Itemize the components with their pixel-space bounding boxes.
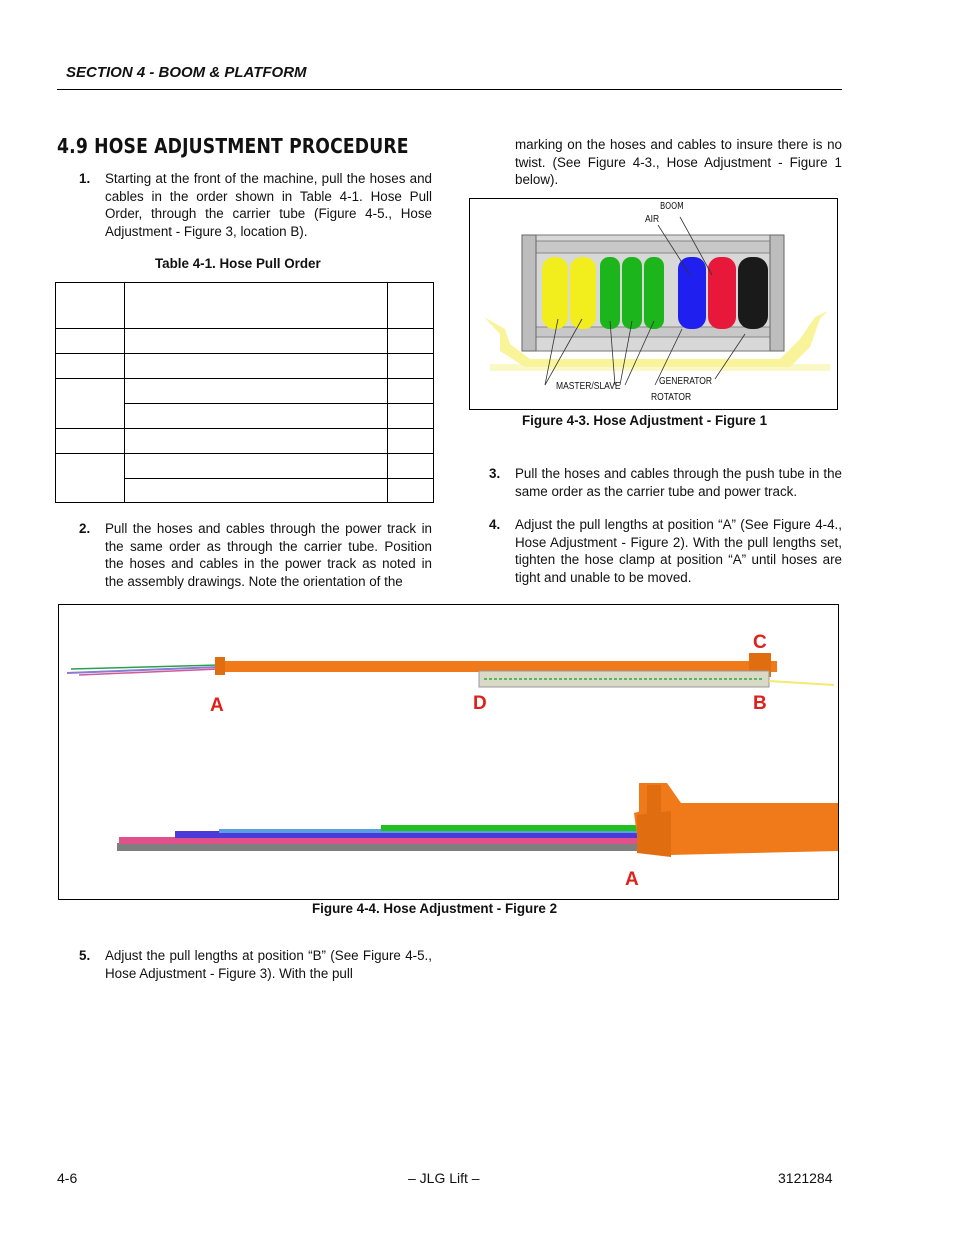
section-heading: 4.9 HOSE ADJUSTMENT PROCEDURE xyxy=(57,134,409,158)
step-3-number: 3. xyxy=(489,466,501,481)
table-caption: Table 4-1. Hose Pull Order xyxy=(155,256,321,271)
rotator-label: ROTATOR xyxy=(651,392,692,403)
step-4-number: 4. xyxy=(489,517,501,532)
step-2-continued-text: marking on the hoses and cables to insure there is no twist. (See Figure 4-3., Hose Adjustment - Figure 1 below). xyxy=(515,137,842,188)
figure-2-frame xyxy=(58,604,839,900)
step-1-text: Starting at the front of the machine, pull the hoses and cables in the order shown in Table 4-1. Hose Pull Order, through the carrier tube (Figure 4-5., Hose Adjustment - Figure 3, location B). xyxy=(105,171,432,239)
header-rule xyxy=(57,89,842,90)
step-5-text: Adjust the pull lengths at position “B” (See Figure 4-5., Hose Adjustment - Figure 3). With the pull xyxy=(105,948,432,981)
document-number: 3121284 xyxy=(778,1170,833,1186)
table-cell xyxy=(125,329,388,354)
table-cell xyxy=(125,479,388,503)
table-cell xyxy=(56,379,125,429)
table-cell xyxy=(125,429,388,454)
hose-cross-section-diagram xyxy=(470,199,837,409)
table-cell xyxy=(56,329,125,354)
figure-1-caption: Figure 4-3. Hose Adjustment - Figure 1 xyxy=(522,413,768,428)
page-number: 4-6 xyxy=(57,1170,78,1186)
step-3-text: Pull the hoses and cables through the push tube in the same order as the carrier tube and power track. xyxy=(515,466,842,499)
table-cell xyxy=(388,379,434,404)
label-b: B xyxy=(753,693,767,714)
step-5-number: 5. xyxy=(79,948,91,963)
table-cell xyxy=(125,404,388,429)
table-cell xyxy=(388,354,434,379)
hose-pull-table xyxy=(55,282,434,503)
footer-center: – JLG Lift – xyxy=(408,1170,480,1186)
table-cell xyxy=(388,429,434,454)
table-cell xyxy=(388,283,434,329)
table-cell xyxy=(56,354,125,379)
table-cell xyxy=(56,429,125,454)
master-slave-label: MASTER/SLAVE xyxy=(556,381,621,392)
table-cell xyxy=(125,354,388,379)
label-d: D xyxy=(473,693,487,714)
label-c: C xyxy=(753,632,767,653)
table-cell xyxy=(388,329,434,354)
boom-label: BOOM xyxy=(660,201,684,212)
step-2-text: Pull the hoses and cables through the power track in the same order as through the carrier tube. Position the hoses and cables in the power track as noted in the assembly drawings. Note the orientation of the xyxy=(105,521,432,589)
label-a-top: A xyxy=(210,695,224,716)
table-cell xyxy=(56,283,125,329)
table-cell xyxy=(125,454,388,479)
figure-1-frame xyxy=(469,198,838,410)
table-cell xyxy=(56,454,125,503)
step-4-text: Adjust the pull lengths at position “A” (See Figure 4-4., Hose Adjustment - Figure 2). With the pull lengths set, tighten the hose clamp at position “A” until hoses are tight and unable to be moved. xyxy=(515,517,842,585)
table-cell xyxy=(125,379,388,404)
generator-label: GENERATOR xyxy=(659,376,713,387)
figure-2-caption: Figure 4-4. Hose Adjustment - Figure 2 xyxy=(312,901,558,916)
step-1-number: 1. xyxy=(79,171,91,186)
table-cell xyxy=(388,479,434,503)
table-cell xyxy=(125,283,388,329)
label-a-bottom: A xyxy=(625,869,639,890)
table-cell xyxy=(388,454,434,479)
section-header: SECTION 4 - BOOM & PLATFORM xyxy=(66,64,307,81)
air-label: AIR xyxy=(645,214,660,225)
table-cell xyxy=(388,404,434,429)
step-2-number: 2. xyxy=(79,521,91,536)
boom-hose-diagram xyxy=(59,605,838,899)
